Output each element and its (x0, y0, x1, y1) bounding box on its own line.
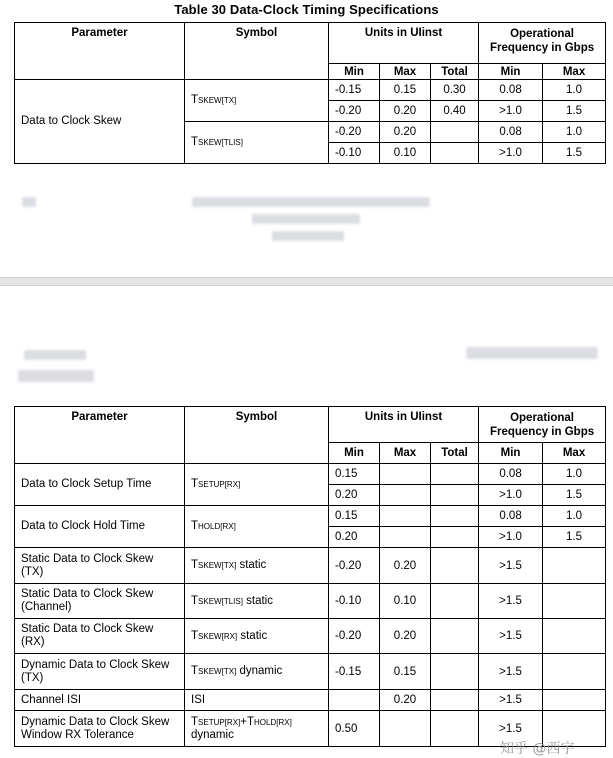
header-freq-max: Max (543, 64, 606, 80)
cell-min: -0.10 (329, 584, 380, 619)
cell-max (380, 527, 431, 548)
cell-total (431, 654, 479, 690)
cell-freq-max: 1.5 (543, 143, 606, 164)
obscured-text (272, 231, 344, 241)
cell-min: 0.15 (329, 464, 380, 485)
cell-max: 0.20 (380, 548, 431, 584)
header-min: Min (329, 64, 380, 80)
obscured-text (24, 350, 86, 360)
header-max: Max (380, 64, 431, 80)
symbol-tskew-tx-static: TSKEW[TX] static (185, 548, 329, 584)
table-row (15, 548, 606, 584)
header-symbol: Symbol (185, 407, 329, 464)
cell-freq-max: 1.5 (543, 101, 606, 122)
symbol-tskew-tlis-static: TSKEW[TLIS] static (185, 584, 329, 619)
header-min: Min (329, 443, 380, 464)
cell-freq-max (543, 654, 606, 690)
cell-total (431, 527, 479, 548)
cell-total (431, 143, 479, 164)
table-row (15, 80, 606, 101)
symbol-tskew-tx-dynamic: TSKEW[TX] dynamic (185, 654, 329, 690)
obscured-text (18, 370, 94, 382)
cell-max: 0.15 (380, 654, 431, 690)
header-units: Units in UIinst (329, 407, 479, 443)
cell-total (431, 548, 479, 584)
symbol-thold-rx: THOLD[RX] (185, 506, 329, 548)
symbol-tskew-tlis: TSKEW[TLIS] (185, 122, 329, 164)
cell-max (380, 485, 431, 506)
cell-freq-max (543, 690, 606, 711)
cell-min: 0.15 (329, 506, 380, 527)
cell-min: -0.15 (329, 80, 380, 101)
cell-max: 0.10 (380, 584, 431, 619)
cell-total (431, 485, 479, 506)
obscured-text (466, 347, 598, 359)
cell-freq-min: 0.08 (479, 464, 543, 485)
cell-total (431, 711, 479, 747)
param-static-skew-tx: Static Data to Clock Skew (TX) (15, 548, 185, 584)
cell-freq-max: 1.0 (543, 506, 606, 527)
cell-freq-min: >1.5 (479, 654, 543, 690)
cell-freq-min: >1.5 (479, 584, 543, 619)
table-row (15, 619, 606, 654)
table-row (15, 464, 606, 485)
param-skew-window-rx-tolerance: Dynamic Data to Clock Skew Window RX Tolerance (15, 711, 185, 747)
header-total: Total (431, 64, 479, 80)
zhihu-watermark: 知乎 @西宇 (500, 741, 575, 757)
cell-total: 0.30 (431, 80, 479, 101)
cell-total (431, 619, 479, 654)
param-static-skew-rx: Static Data to Clock Skew (RX) (15, 619, 185, 654)
cell-total (431, 464, 479, 485)
cell-total (431, 690, 479, 711)
cell-max (380, 464, 431, 485)
cell-freq-max: 1.5 (543, 485, 606, 506)
cell-total (431, 122, 479, 143)
cell-freq-min: >1.0 (479, 527, 543, 548)
param-hold-time: Data to Clock Hold Time (15, 506, 185, 548)
cell-max (380, 506, 431, 527)
cell-min: 0.50 (329, 711, 380, 747)
timing-spec-table-2 (14, 406, 606, 747)
cell-freq-min: 0.08 (479, 80, 543, 101)
header-total: Total (431, 443, 479, 464)
cell-total (431, 584, 479, 619)
header-symbol: Symbol (185, 23, 329, 80)
obscured-text (22, 197, 36, 207)
param-channel-isi: Channel ISI (15, 690, 185, 711)
header-freq-min: Min (479, 443, 543, 464)
cell-max (380, 711, 431, 747)
symbol-tskew-rx-static: TSKEW[RX] static (185, 619, 329, 654)
cell-max: 0.20 (380, 619, 431, 654)
cell-min: -0.10 (329, 143, 380, 164)
cell-freq-min: >1.0 (479, 101, 543, 122)
cell-freq-min: >1.5 (479, 619, 543, 654)
cell-freq-min: >1.5 (479, 711, 543, 747)
cell-min: 0.20 (329, 485, 380, 506)
table-row (15, 654, 606, 690)
cell-min: -0.20 (329, 619, 380, 654)
cell-freq-max: 1.0 (543, 80, 606, 101)
cell-freq-min: >1.0 (479, 143, 543, 164)
cell-freq-max: 1.0 (543, 464, 606, 485)
obscured-text (252, 214, 360, 224)
cell-min: -0.20 (329, 101, 380, 122)
cell-freq-max (543, 584, 606, 619)
cell-max: 0.20 (380, 122, 431, 143)
symbol-tsetup-thold-dynamic: TSETUP[RX]+THOLD[RX] dynamic (185, 711, 329, 747)
timing-spec-table-1 (14, 22, 606, 164)
cell-min: 0.20 (329, 527, 380, 548)
param-static-skew-channel: Static Data to Clock Skew (Channel) (15, 584, 185, 619)
header-units: Units in UIinst (329, 23, 479, 64)
param-setup-time: Data to Clock Setup Time (15, 464, 185, 506)
param-data-clock-skew: Data to Clock Skew (15, 80, 185, 164)
cell-freq-min: >1.0 (479, 485, 543, 506)
table-row (15, 584, 606, 619)
symbol-tsetup-rx: TSETUP[RX] (185, 464, 329, 506)
obscured-text (192, 197, 430, 207)
cell-min (329, 690, 380, 711)
cell-max: 0.20 (380, 690, 431, 711)
header-frequency: Operational Frequency in Gbps (479, 407, 606, 443)
cell-freq-max (543, 548, 606, 584)
cell-min: -0.20 (329, 122, 380, 143)
symbol-isi: ISI (185, 690, 329, 711)
cell-freq-max: 1.0 (543, 122, 606, 143)
cell-total (431, 506, 479, 527)
table-row (15, 506, 606, 527)
page-divider (0, 277, 613, 286)
header-max: Max (380, 443, 431, 464)
cell-freq-min: >1.5 (479, 690, 543, 711)
cell-min: -0.20 (329, 548, 380, 584)
cell-freq-max (543, 619, 606, 654)
header-freq-max: Max (543, 443, 606, 464)
header-freq-min: Min (479, 64, 543, 80)
cell-freq-max: 1.5 (543, 527, 606, 548)
cell-total: 0.40 (431, 101, 479, 122)
symbol-tskew-tx: TSKEW[TX] (185, 80, 329, 122)
cell-min: -0.15 (329, 654, 380, 690)
cell-max: 0.10 (380, 143, 431, 164)
cell-max: 0.20 (380, 101, 431, 122)
table-row (15, 690, 606, 711)
param-dynamic-skew-tx: Dynamic Data to Clock Skew (TX) (15, 654, 185, 690)
header-parameter: Parameter (15, 23, 185, 80)
cell-max: 0.15 (380, 80, 431, 101)
header-parameter: Parameter (15, 407, 185, 464)
cell-freq-min: 0.08 (479, 506, 543, 527)
cell-freq-min: >1.5 (479, 548, 543, 584)
cell-freq-min: 0.08 (479, 122, 543, 143)
table-caption: Table 30 Data-Clock Timing Specifications (174, 2, 439, 17)
header-frequency: Operational Frequency in Gbps (479, 23, 606, 64)
